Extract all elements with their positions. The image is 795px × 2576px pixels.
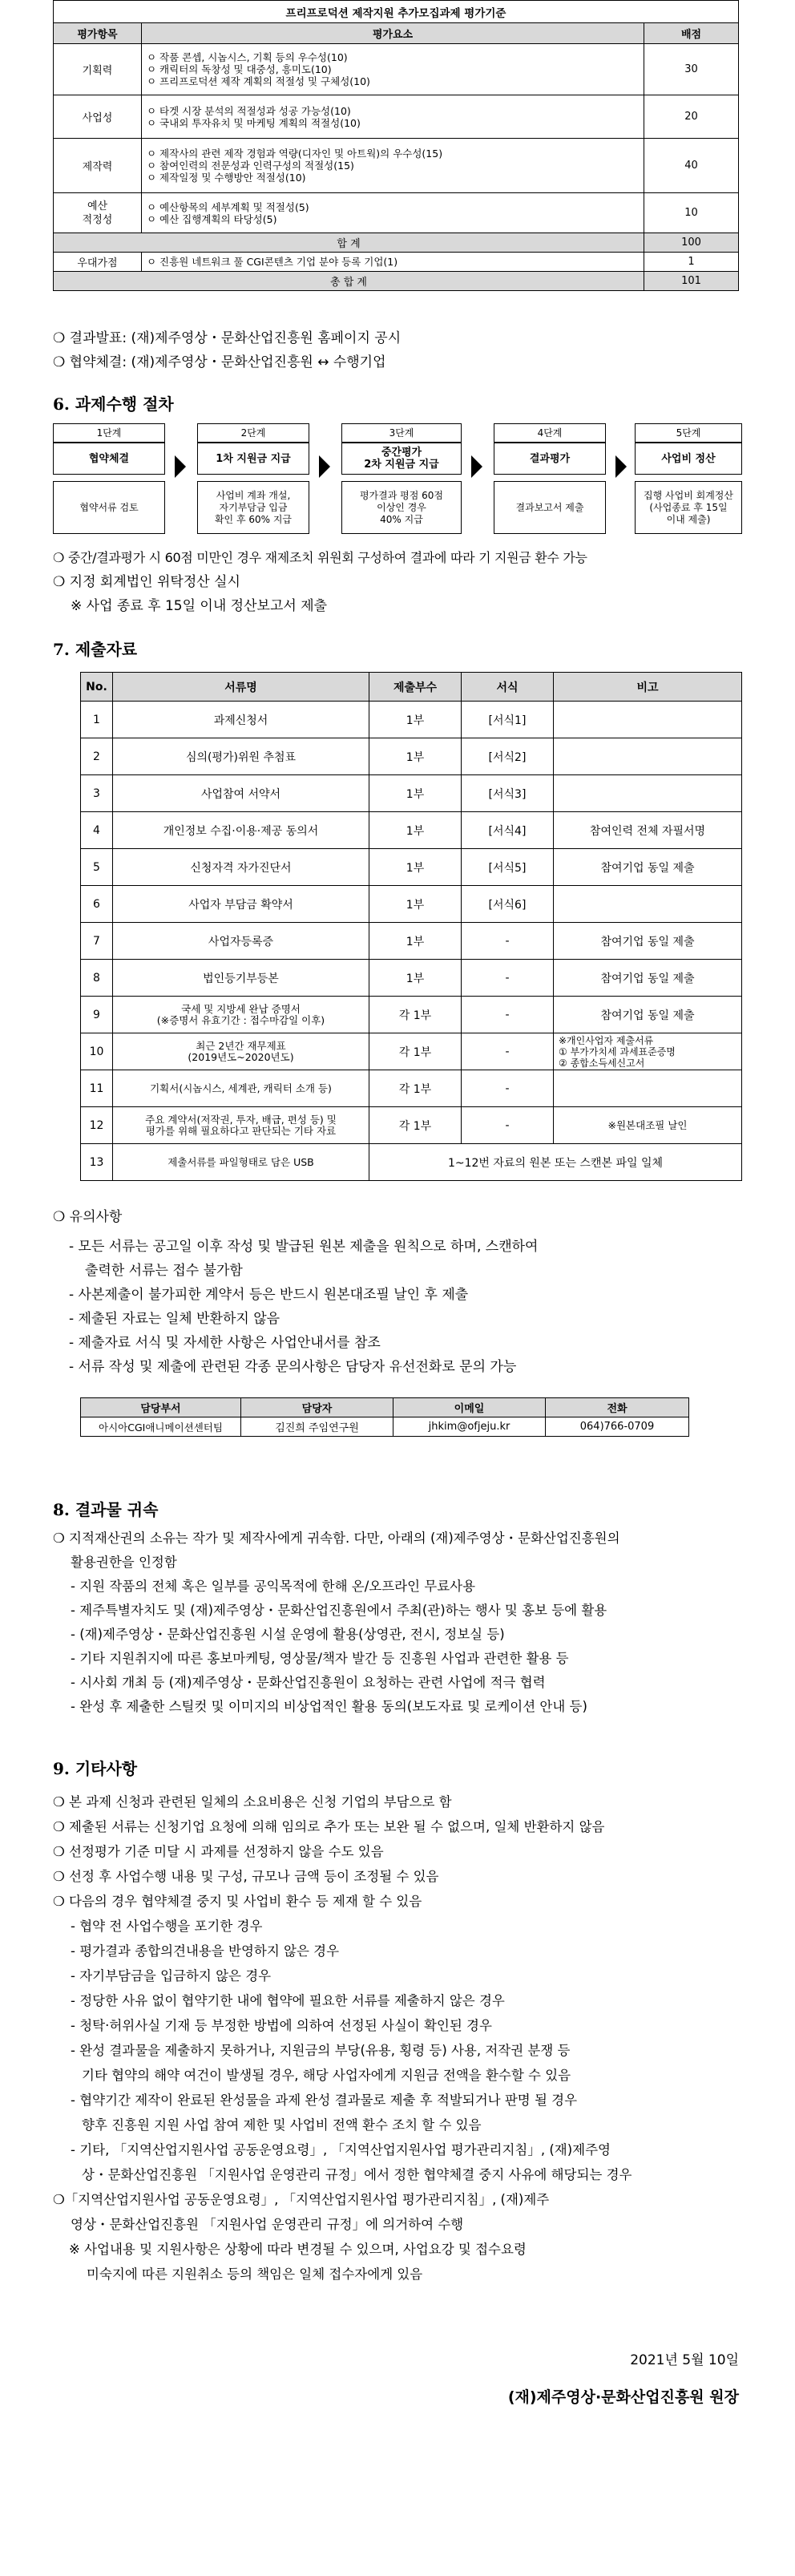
- caution-list: [69, 1235, 538, 1379]
- eval-category: 사업성: [54, 95, 142, 139]
- process-note: ❍ 지정 회계법인 위탁정산 실시: [53, 574, 240, 590]
- doc-form: [서식4]: [462, 812, 554, 849]
- doc-count: 1부: [369, 738, 462, 775]
- sec9-line: - 완성 결과물을 제출하지 못하거나, 지원금의 부당(유용, 횡령 등) 사용, 저작권 분쟁 등: [71, 2043, 571, 2058]
- signer-name: (재)제주영상·문화산업진흥원 원장: [507, 2388, 739, 2406]
- sec9-line: ※ 사업내용 및 지원사항은 상황에 따라 변경될 수 있으며, 사업요강 및 접수요령: [69, 2242, 527, 2257]
- doc-note: [554, 886, 742, 923]
- row-no: 7: [81, 923, 113, 960]
- sec9-line: - 협약 전 사업수행을 포기한 경우: [71, 1919, 263, 1934]
- doc-name: 개인정보 수집·이용·제공 동의서: [113, 812, 369, 849]
- section-6-title: 6. 과제수행 절차: [53, 394, 174, 414]
- doc-note: 참여기업 동일 제출: [554, 960, 742, 997]
- sec8-line: - 완성 후 제출한 스틸컷 및 이미지의 비상업적인 활용 동의(보도자료 및 로케이션 안내 등): [71, 1699, 587, 1714]
- step-name: 1차 지원금 지급: [216, 452, 291, 465]
- doc-name: 사업자등록증: [113, 923, 369, 960]
- table-row: [81, 775, 742, 812]
- table-row: [81, 1107, 742, 1144]
- table-row: [81, 923, 742, 960]
- doc-name: 사업참여 서약서: [113, 775, 369, 812]
- doc-name: 주요 계약서(저작권, 투자, 배급, 편성 등) 및 평가를 위해 필요하다고 판단되는 기타 자료: [113, 1107, 369, 1144]
- doc-form: [서식5]: [462, 849, 554, 886]
- table-row: [81, 1070, 742, 1107]
- sec8-list: [53, 1527, 620, 1719]
- eval-item: ㅇ 제작일정 및 수행방안 적절성(10): [147, 172, 306, 184]
- table-row: [81, 997, 742, 1033]
- doc-note: 1~12번 자료의 원본 또는 스캔본 파일 일체: [369, 1144, 742, 1181]
- doc-form: [서식3]: [462, 775, 554, 812]
- doc-form: -: [462, 1033, 554, 1070]
- doc-note: 참여기업 동일 제출: [554, 997, 742, 1033]
- doc-form: -: [462, 1107, 554, 1144]
- doc-count: 각 1부: [369, 997, 462, 1033]
- evaluation-table: [53, 0, 739, 291]
- doc-name: 기획서(시놉시스, 세계관, 캐릭터 소개 등): [113, 1070, 369, 1107]
- sec9-line: ❍ 본 과제 신청과 관련된 일체의 소요비용은 신청 기업의 부담으로 함: [53, 1794, 452, 1810]
- eval-item: ㅇ 예산항목의 세부계획 및 적절성(5): [147, 200, 309, 213]
- step-name: 중간평가: [381, 447, 422, 459]
- caution-item: - 사본제출이 불가피한 계약서 등은 반드시 원본대조필 날인 후 제출: [69, 1287, 469, 1303]
- eval-item: ㅇ 작품 콘셉, 시놉시스, 기획 등의 우수성(10): [147, 51, 348, 63]
- step-1: [53, 423, 165, 534]
- col-header: 평가항목: [54, 23, 142, 44]
- step-5: [635, 423, 742, 534]
- sec8-line: - 기타 지원취지에 따른 홍보마케팅, 영상물/책자 발간 등 진흥원 사업과 관련한 활용 등: [71, 1651, 569, 1666]
- step-desc: 결과보고서 제출: [515, 501, 584, 513]
- row-no: 2: [81, 738, 113, 775]
- doc-form: -: [462, 1070, 554, 1107]
- doc-count: 1부: [369, 849, 462, 886]
- step-name: 협약체결: [88, 452, 130, 465]
- doc-note: [554, 702, 742, 738]
- step-desc: 집행 사업비 회계정산: [644, 489, 733, 501]
- doc-form: [서식1]: [462, 702, 554, 738]
- sec9-line: - 자기부담금을 입금하지 않은 경우: [71, 1968, 272, 1984]
- step-label: 3단계: [341, 423, 462, 443]
- col-header: 전화: [546, 1398, 689, 1417]
- doc-count: 1부: [369, 775, 462, 812]
- eval-category: 기획력: [54, 44, 142, 95]
- sec9-list: [53, 1789, 632, 2287]
- doc-count: 1부: [369, 923, 462, 960]
- doc-count: 1부: [369, 886, 462, 923]
- step-label: 2단계: [197, 423, 309, 443]
- caution-item: - 서류 작성 및 제출에 관련된 각종 문의사항은 담당자 유선전화로 문의 가능: [69, 1359, 517, 1375]
- caution-item: - 제출자료 서식 및 자세한 사항은 사업안내서를 참조: [69, 1335, 381, 1351]
- row-no: 13: [81, 1144, 113, 1181]
- evaluation-title: 프리프로덕션 제작지원 추가모집과제 평가기준: [54, 1, 739, 23]
- step-desc: 사업비 계좌 개설,: [216, 489, 291, 501]
- eval-item: ㅇ 캐릭터의 독창성 및 대중성, 흥미도(10): [147, 63, 332, 75]
- step-3: [341, 423, 462, 534]
- process-flow: [53, 423, 742, 544]
- doc-form: -: [462, 923, 554, 960]
- row-no: 11: [81, 1070, 113, 1107]
- table-row: [81, 812, 742, 849]
- extra-category: 우대가점: [54, 253, 142, 272]
- table-row: [81, 886, 742, 923]
- eval-score: 20: [644, 95, 739, 139]
- doc-form: -: [462, 997, 554, 1033]
- table-row: [81, 738, 742, 775]
- row-no: 5: [81, 849, 113, 886]
- doc-count: 각 1부: [369, 1070, 462, 1107]
- eval-item: ㅇ 예산 집행계획의 타당성(5): [147, 212, 277, 225]
- sec8-line: - 지원 작품의 전체 혹은 일부를 공익목적에 한해 온/오프라인 무료사용: [71, 1579, 476, 1594]
- col-header: No.: [81, 673, 113, 702]
- row-no: 3: [81, 775, 113, 812]
- contact-person: 김진희 주임연구원: [241, 1417, 393, 1437]
- col-header: 담당자: [241, 1398, 393, 1417]
- doc-count: 각 1부: [369, 1033, 462, 1070]
- doc-count: 1부: [369, 702, 462, 738]
- sec9-line: - 평가결과 종합의견내용을 반영하지 않은 경우: [71, 1943, 340, 1959]
- sec9-line: ❍ 제출된 서류는 신청기업 요청에 의해 임의로 추가 또는 보완 될 수 없으며, 일체 반환하지 않음: [53, 1819, 605, 1834]
- eval-score: 30: [644, 44, 739, 95]
- eval-item: ㅇ 프리프로덕션 제작 계획의 적절성 및 구체성(10): [147, 75, 370, 87]
- step-desc: 40% 지급: [380, 513, 423, 525]
- sec9-line: ❍「지역산업지원사업 공동운영요령」, 「지역산업지원사업 평가관리지침」, (재)제주: [53, 2192, 550, 2207]
- col-header: 배점: [644, 23, 739, 44]
- step-label: 5단계: [635, 423, 742, 443]
- step-2: [197, 423, 309, 534]
- sec9-line: - 협약기간 제작이 완료된 완성물을 과제 완성 결과물로 제출 후 적발되거나 판명 될 경우: [71, 2093, 578, 2108]
- sec9-line: - 기타, 「지역산업지원사업 공동운영요령」, 「지역산업지원사업 평가관리지침」, (재)제주영: [71, 2142, 611, 2157]
- sec9-line: 상・문화산업진흥원 「지원사업 운영관리 규정」에서 정한 협약체결 중지 사유에 해당되는 경우: [82, 2167, 632, 2182]
- caution-heading: ❍ 유의사항: [53, 1209, 123, 1225]
- contact-dept: 아시아CGI애니메이션센터팀: [81, 1417, 241, 1437]
- doc-count: 1부: [369, 960, 462, 997]
- doc-note: ※개인사업자 제출서류 ① 부가가치세 과세표준증명 ② 종합소득세신고서: [554, 1033, 742, 1070]
- doc-note: 참여인력 전체 자필서명: [554, 812, 742, 849]
- eval-item: ㅇ 참여인력의 전문성과 인력구성의 적절성(15): [147, 160, 354, 172]
- step-name: 사업비 정산: [661, 452, 716, 465]
- doc-name: 사업자 부담금 확약서: [113, 886, 369, 923]
- row-no: 12: [81, 1107, 113, 1144]
- caution-item: 출력한 서류는 접수 불가함: [85, 1263, 243, 1279]
- row-no: 6: [81, 886, 113, 923]
- table-row: [81, 702, 742, 738]
- agreement-note: ❍ 협약체결: (재)제주영상・문화산업진흥원 ↔ 수행기업: [53, 354, 386, 370]
- section-9-title: 9. 기타사항: [53, 1759, 138, 1778]
- eval-item: ㅇ 국내외 투자유치 및 마케팅 계획의 적절성(10): [147, 116, 361, 129]
- step-desc: 확인 후 60% 지급: [214, 513, 293, 525]
- arrow-icon: [615, 455, 627, 478]
- table-row: [81, 1144, 742, 1181]
- sec8-line: - (재)제주영상・문화산업진흥원 시설 운영에 활용(상영관, 전시, 정보실 등): [71, 1627, 505, 1642]
- doc-count: 1부: [369, 812, 462, 849]
- doc-note: [554, 775, 742, 812]
- step-label: 1단계: [53, 423, 165, 443]
- sec9-line: 영상・문화산업진흥원 「지원사업 운영관리 규정」에 의거하여 수행: [71, 2217, 464, 2232]
- eval-item: ㅇ 타겟 시장 분석의 적절성과 성공 가능성(10): [147, 104, 351, 117]
- table-row: [81, 960, 742, 997]
- sec9-line: - 정당한 사유 없이 협약기한 내에 협약에 필요한 서류를 제출하지 않은 경우: [71, 1993, 505, 2008]
- row-no: 9: [81, 997, 113, 1033]
- step-desc: 자기부담금 입금: [219, 501, 288, 513]
- eval-category: 제작력: [54, 139, 142, 193]
- doc-note: [554, 1070, 742, 1107]
- doc-name: 신청자격 자가진단서: [113, 849, 369, 886]
- sec8-line: ❍ 지적재산권의 소유는 작가 및 제작사에게 귀속함. 다만, 아래의 (재)제주영상・문화산업진흥원의: [53, 1531, 620, 1546]
- sec9-line: 향후 진흥원 지원 사업 참여 제한 및 사업비 전액 환수 조치 할 수 있음: [82, 2117, 482, 2133]
- eval-item: ㅇ 제작사의 관련 제작 경험과 역량(디자인 및 아트웍)의 우수성(15): [147, 148, 443, 160]
- sec8-line: - 시사회 개최 등 (재)제주영상・문화산업진흥원이 요청하는 관련 사업에 적극 협력: [71, 1675, 546, 1690]
- row-no: 4: [81, 812, 113, 849]
- doc-name: 법인등기부등본: [113, 960, 369, 997]
- eval-score: 10: [644, 193, 739, 233]
- process-note: ※ 사업 종료 후 15일 이내 정산보고서 제출: [71, 598, 328, 614]
- row-no: 1: [81, 702, 113, 738]
- col-header: 제출부수: [369, 673, 462, 702]
- eval-score: 40: [644, 139, 739, 193]
- doc-note: 참여기업 동일 제출: [554, 923, 742, 960]
- step-4: [494, 423, 606, 534]
- col-header: 서식: [462, 673, 554, 702]
- contact-phone: 064)766-0709: [546, 1417, 689, 1437]
- document-date: 2021년 5월 10일: [630, 2352, 739, 2368]
- sec9-line: 미숙지에 따른 지원취소 등의 책임은 일체 접수자에게 있음: [87, 2267, 423, 2282]
- submission-table: [80, 672, 742, 1181]
- doc-name: 국세 및 지방세 완납 증명서 (※증명서 유효기간 : 접수마감일 이후): [113, 997, 369, 1033]
- step-name: 2차 지원금 지급: [364, 459, 439, 471]
- arrow-icon: [319, 455, 330, 478]
- doc-note: 참여기업 동일 제출: [554, 849, 742, 886]
- doc-form: -: [462, 960, 554, 997]
- arrow-icon: [471, 455, 482, 478]
- step-desc: 이상인 경우: [377, 501, 426, 513]
- process-note: ❍ 중간/결과평가 시 60점 미만인 경우 재제조치 위원회 구성하여 결과에 따라 기 지원금 환수 가능: [53, 550, 587, 565]
- total-label: 총 합 계: [54, 272, 644, 291]
- contact-email[interactable]: jhkim@ofjeju.kr: [393, 1417, 546, 1437]
- result-announcement: ❍ 결과발표: (재)제주영상・문화산업진흥원 홈페이지 공시: [53, 330, 402, 346]
- col-header: 비고: [554, 673, 742, 702]
- total-score: 101: [644, 272, 739, 291]
- subtotal-label: 합 계: [54, 233, 644, 253]
- doc-form: [서식2]: [462, 738, 554, 775]
- extra-score: 1: [644, 253, 739, 272]
- section-8-title: 8. 결과물 귀속: [53, 1500, 159, 1519]
- sec9-line: ❍ 다음의 경우 협약체결 중지 및 사업비 환수 등 제재 할 수 있음: [53, 1894, 422, 1909]
- col-header: 이메일: [393, 1398, 546, 1417]
- doc-name: 제출서류를 파일형태로 담은 USB: [113, 1144, 369, 1181]
- step-desc: 이내 제출): [666, 513, 711, 525]
- doc-note: ※원본대조필 날인: [554, 1107, 742, 1144]
- arrow-icon: [175, 455, 186, 478]
- step-desc: 협약서류 검토: [79, 501, 139, 513]
- col-header: 서류명: [113, 673, 369, 702]
- extra-item: ㅇ 진흥원 네트워크 풀 CGI콘텐츠 기업 분야 등록 기업(1): [142, 253, 644, 272]
- doc-name: 과제신청서: [113, 702, 369, 738]
- table-row: [81, 1033, 742, 1070]
- step-desc: 평가결과 평점 60점: [359, 489, 444, 501]
- col-header: 평가요소: [142, 23, 644, 44]
- section-7-title: 7. 제출자료: [53, 640, 138, 659]
- sec8-line: - 제주특별자치도 및 (재)제주영상・문화산업진흥원에서 주최(관)하는 행사 및 홍보 등에 활용: [71, 1603, 607, 1618]
- step-desc: (사업종료 후 15일: [649, 501, 728, 513]
- sec9-line: ❍ 선정평가 기준 미달 시 과제를 선정하지 않을 수도 있음: [53, 1844, 384, 1859]
- sec9-line: 기타 협약의 해약 여건이 발생될 경우, 해당 사업자에게 지원금 전액을 환수할 수 있음: [82, 2068, 571, 2083]
- sec9-line: - 청탁·허위사실 기재 등 부정한 방법에 의하여 선정된 사실이 확인된 경우: [71, 2018, 492, 2033]
- contact-table: [80, 1397, 689, 1437]
- caution-item: - 제출된 자료는 일체 반환하지 않음: [69, 1311, 280, 1327]
- row-no: 10: [81, 1033, 113, 1070]
- step-name: 결과평가: [529, 452, 571, 465]
- caution-item: - 모든 서류는 공고일 이후 작성 및 발급된 원본 제출을 원칙으로 하며, 스캔하여: [69, 1239, 539, 1255]
- doc-name: 최근 2년간 재무제표 (2019년도~2020년도): [113, 1033, 369, 1070]
- sec8-line: 활용권한을 인정함: [71, 1555, 177, 1570]
- doc-form: [서식6]: [462, 886, 554, 923]
- doc-count: 각 1부: [369, 1107, 462, 1144]
- table-row: [81, 849, 742, 886]
- subtotal-score: 100: [644, 233, 739, 253]
- doc-name: 심의(평가)위원 추첨표: [113, 738, 369, 775]
- step-label: 4단계: [494, 423, 606, 443]
- doc-note: [554, 738, 742, 775]
- row-no: 8: [81, 960, 113, 997]
- col-header: 담당부서: [81, 1398, 241, 1417]
- sec9-line: ❍ 선정 후 사업수행 내용 및 구성, 규모나 금액 등이 조정될 수 있음: [53, 1869, 439, 1884]
- eval-category: 예산 적정성: [54, 193, 142, 233]
